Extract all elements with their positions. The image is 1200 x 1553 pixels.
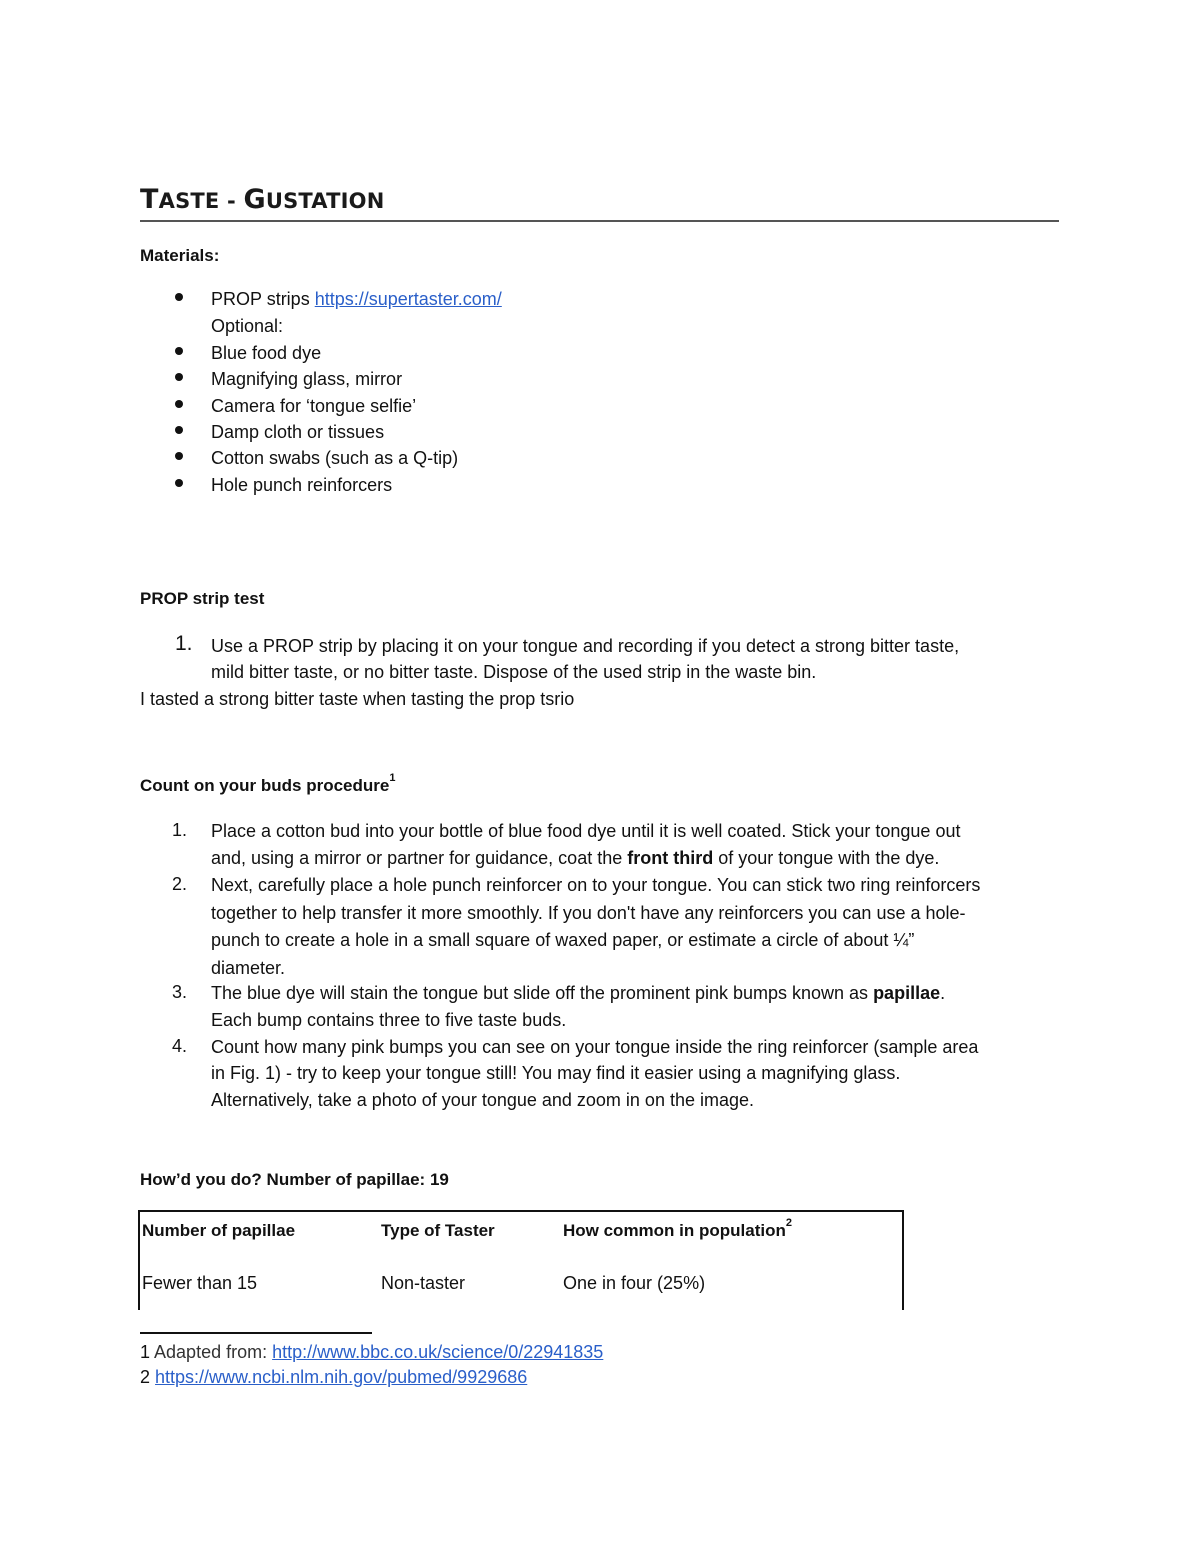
step-number: 4.	[172, 1036, 188, 1056]
supertaster-link[interactable]: https://supertaster.com/	[314, 289, 502, 309]
materials-item: PROP strips https://supertaster.com/	[211, 289, 502, 309]
table-header-cell: How common in population$^2$	[563, 1217, 792, 1240]
page-title: TASTE - GUSTATION	[140, 184, 385, 215]
title-rule	[140, 220, 1059, 222]
bullet-icon	[175, 426, 183, 434]
step-line: Place a cotton bud into your bottle of blue food dye until it is well coated. Stick your tongue out	[211, 821, 961, 841]
step-line: Count how many pink bumps you can see on your tongue inside the ring reinforcer (sample area	[211, 1037, 979, 1057]
materials-item: Damp cloth or tissues	[211, 422, 385, 442]
count-procedure-heading: Count on your buds procedure$^1$	[140, 772, 396, 795]
materials-item: Blue food dye	[211, 343, 322, 363]
step-number: 2.	[172, 874, 188, 894]
bullet-icon	[175, 293, 183, 301]
step-line: and, using a mirror or partner for guidance, coat the front third of your tongue with the dye.	[211, 848, 940, 868]
table-cell: One in four (25%)	[563, 1273, 706, 1293]
materials-heading: Materials:	[140, 246, 220, 265]
step-line: Next, carefully place a hole punch reinforcer on to your tongue. You can stick two ring reinforcers	[211, 875, 981, 895]
materials-item: Cotton swabs (such as a Q-tip)	[211, 448, 459, 468]
step-line: together to help transfer it more smoothly. If you don't have any reinforcers you can use a hole-	[211, 903, 966, 923]
bullet-icon	[175, 400, 183, 408]
materials-item: Magnifying glass, mirror	[211, 369, 403, 389]
step-line: Each bump contains three to five taste buds.	[211, 1010, 567, 1030]
materials-item: Hole punch reinforcers	[211, 475, 393, 495]
step-number: 1.	[172, 820, 188, 840]
footnote-rule	[140, 1332, 372, 1334]
footnote: 1 Adapted from: http://www.bbc.co.uk/science/0/22941835	[140, 1342, 604, 1362]
materials-item: Optional:	[211, 316, 284, 336]
materials-item: Camera for ‘tongue selfie’	[211, 396, 417, 416]
bbc-link[interactable]: http://www.bbc.co.uk/science/0/22941835	[272, 1342, 604, 1362]
bullet-icon	[175, 347, 183, 355]
step-line: Alternatively, take a photo of your tongue and zoom in on the image.	[211, 1090, 755, 1110]
table-cell: Non-taster	[381, 1273, 466, 1293]
step-number: 3.	[172, 982, 188, 1002]
prop-step-line: Use a PROP strip by placing it on your tongue and recording if you detect a strong bitter taste,	[211, 636, 960, 656]
bullet-icon	[175, 452, 183, 460]
table-header-cell: Type of Taster	[381, 1221, 495, 1240]
step-number: 1.	[175, 632, 193, 655]
step-line: punch to create a hole in a small square of waxed paper, or estimate a circle of about ¼”	[211, 930, 915, 950]
ncbi-link[interactable]: https://www.ncbi.nlm.nih.gov/pubmed/9929686	[155, 1367, 528, 1387]
step-line: The blue dye will stain the tongue but slide off the prominent pink bumps known as papillae.	[211, 983, 946, 1003]
prop-answer: I tasted a strong bitter taste when tasting the prop tsrio	[140, 689, 575, 709]
result-heading: How’d you do? Number of papillae: 19	[140, 1170, 449, 1189]
footnote: 2 https://www.ncbi.nlm.nih.gov/pubmed/9929686	[140, 1367, 528, 1387]
step-line: diameter.	[211, 958, 286, 978]
prop-step-line: mild bitter taste, or no bitter taste. Dispose of the used strip in the waste bin.	[211, 662, 817, 682]
prop-test-heading: PROP strip test	[140, 589, 265, 608]
bullet-icon	[175, 479, 183, 487]
bullet-icon	[175, 373, 183, 381]
table-cell: Fewer than 15	[142, 1273, 258, 1293]
table-header-cell: Number of papillae	[142, 1221, 296, 1240]
step-line: in Fig. 1) - try to keep your tongue still! You may find it easier using a magnifying glass.	[211, 1063, 901, 1083]
